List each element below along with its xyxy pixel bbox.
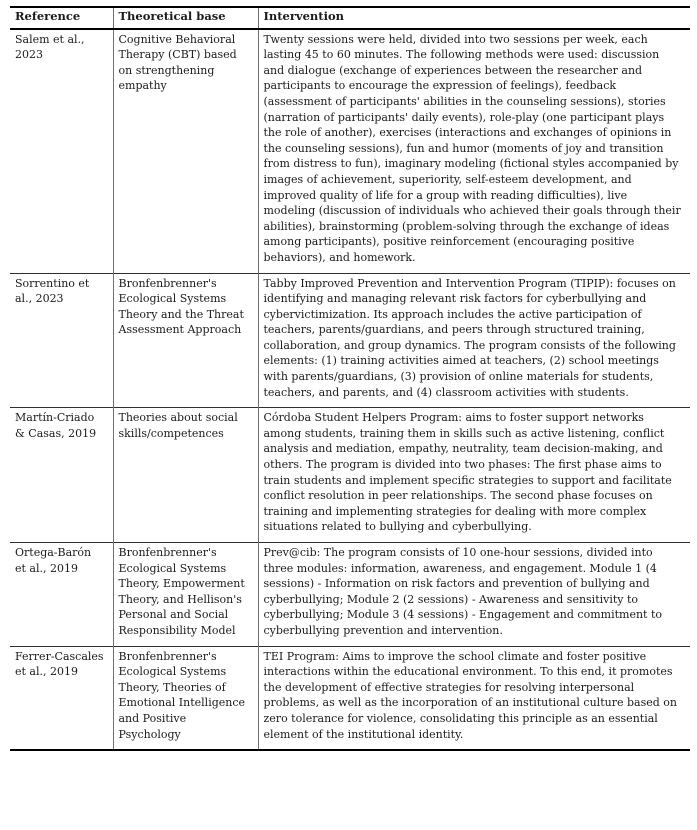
intervention-cell: Twenty sessions were held, divided into two sessions per week, each lasting 45 to 60 minutes. The following methods were used: discussion and dialogue (exchange of experiences between the researcher and participants to encourage the expression of feelings), feedback (assessment of participants' abilities in the counseling sessions), stories (narration of participants' daily events), role-play (one participant plays the role of another), exercises (interactions and exchanges of opinions in the counseling sessions), fun and humor (moments of joy and transition from distress to fun), imaginary modeling (fictional styles accompanied by images of achievement, superiority, self-esteem development, and improved quality of life for a group with reading difficulties), live modeling (discussion of individuals who achieved their goals through their abilities), brainstorming (problem-solving through the exchange of ideas among participants), positive reinforcement (encouraging positive behaviors), and homework.	[258, 29, 690, 273]
table-row	[10, 29, 690, 273]
theoretical-base-cell: Cognitive Behavioral Therapy (CBT) based on strengthening empathy	[113, 29, 258, 273]
reference-cell: Martín-Criado & Casas, 2019	[15, 411, 97, 440]
theoretical-base-cell: Theories about social skills/competences	[113, 408, 258, 543]
intervention-cell: Prev@cib: The program consists of 10 one-hour sessions, divided into three modules: information, awareness, and engagement. Module 1 (4 sessions) - Information on risk factors and prevention of bullying and cyberbullying; Module 2 (2 sessions) - Awareness and sensitivity to cyberbullying; Module 3 (4 sessions) - Engagement and commitment to cyberbullying prevention and intervention.	[258, 543, 690, 647]
theoretical-base-cell: Bronfenbrenner's Ecological Systems Theory, Empowerment Theory, and Hellison's Personal and Social Responsibility Model	[113, 543, 258, 647]
reference-cell: Ferrer-Cascales et al., 2019	[15, 649, 104, 679]
theoretical-base-cell: Bronfenbrenner's Ecological Systems Theory and the Threat Assessment Approach	[113, 273, 258, 408]
intervention-cell: TEI Program: Aims to improve the school climate and foster positive interactions within the educational environment. To this end, it promotes the development of effective strategies for resolving interpersonal problems, as well as the incorporation of an institutional culture based on zero tolerance for violence, consolidating this principle as an essential element of the institutional identity.	[258, 646, 690, 750]
reference-cell: Sorrentino et al., 2023	[15, 276, 90, 306]
table-row	[10, 408, 690, 543]
column-header-theoretical-base: Theoretical base	[113, 7, 258, 29]
header-row	[10, 7, 690, 29]
reference-cell: Ortega-Barón et al., 2019	[15, 546, 92, 575]
intervention-cell: Córdoba Student Helpers Program: aims to foster support networks among students, training them in skills such as active listening, conflict analysis and mediation, empathy, neutrality, team decision-making, and others. The program is divided into two phases: The first phase aims to train students and implement specific strategies to support and facilitate conflict resolution in peer relationships. The second phase focuses on training and implementing strategies for dealing with more complex situations related to bullying and cyberbullying.	[258, 408, 690, 543]
interventions-table	[10, 6, 690, 751]
column-header-reference: Reference	[15, 9, 81, 23]
table-row	[10, 273, 690, 408]
table-row	[10, 646, 690, 750]
table-row	[10, 543, 690, 647]
theoretical-base-cell: Bronfenbrenner's Ecological Systems Theory, Theories of Emotional Intelligence and Positive Psychology	[113, 646, 258, 750]
intervention-cell: Tabby Improved Prevention and Intervention Program (TIPIP): focuses on identifying and managing relevant risk factors for cyberbullying and cybervictimization. Its approach includes the active participation of teachers, parents/guardians, and peers through structured training, collaboration, and group dynamics. The program consists of the following elements: (1) training activities aimed at teachers, (2) school meetings with parents/guardians, (3) provision of online materials for students, teachers, and parents, and (4) classroom activities with students.	[258, 273, 690, 408]
reference-cell: Salem et al., 2023	[15, 32, 85, 62]
column-header-intervention: Intervention	[258, 7, 690, 29]
